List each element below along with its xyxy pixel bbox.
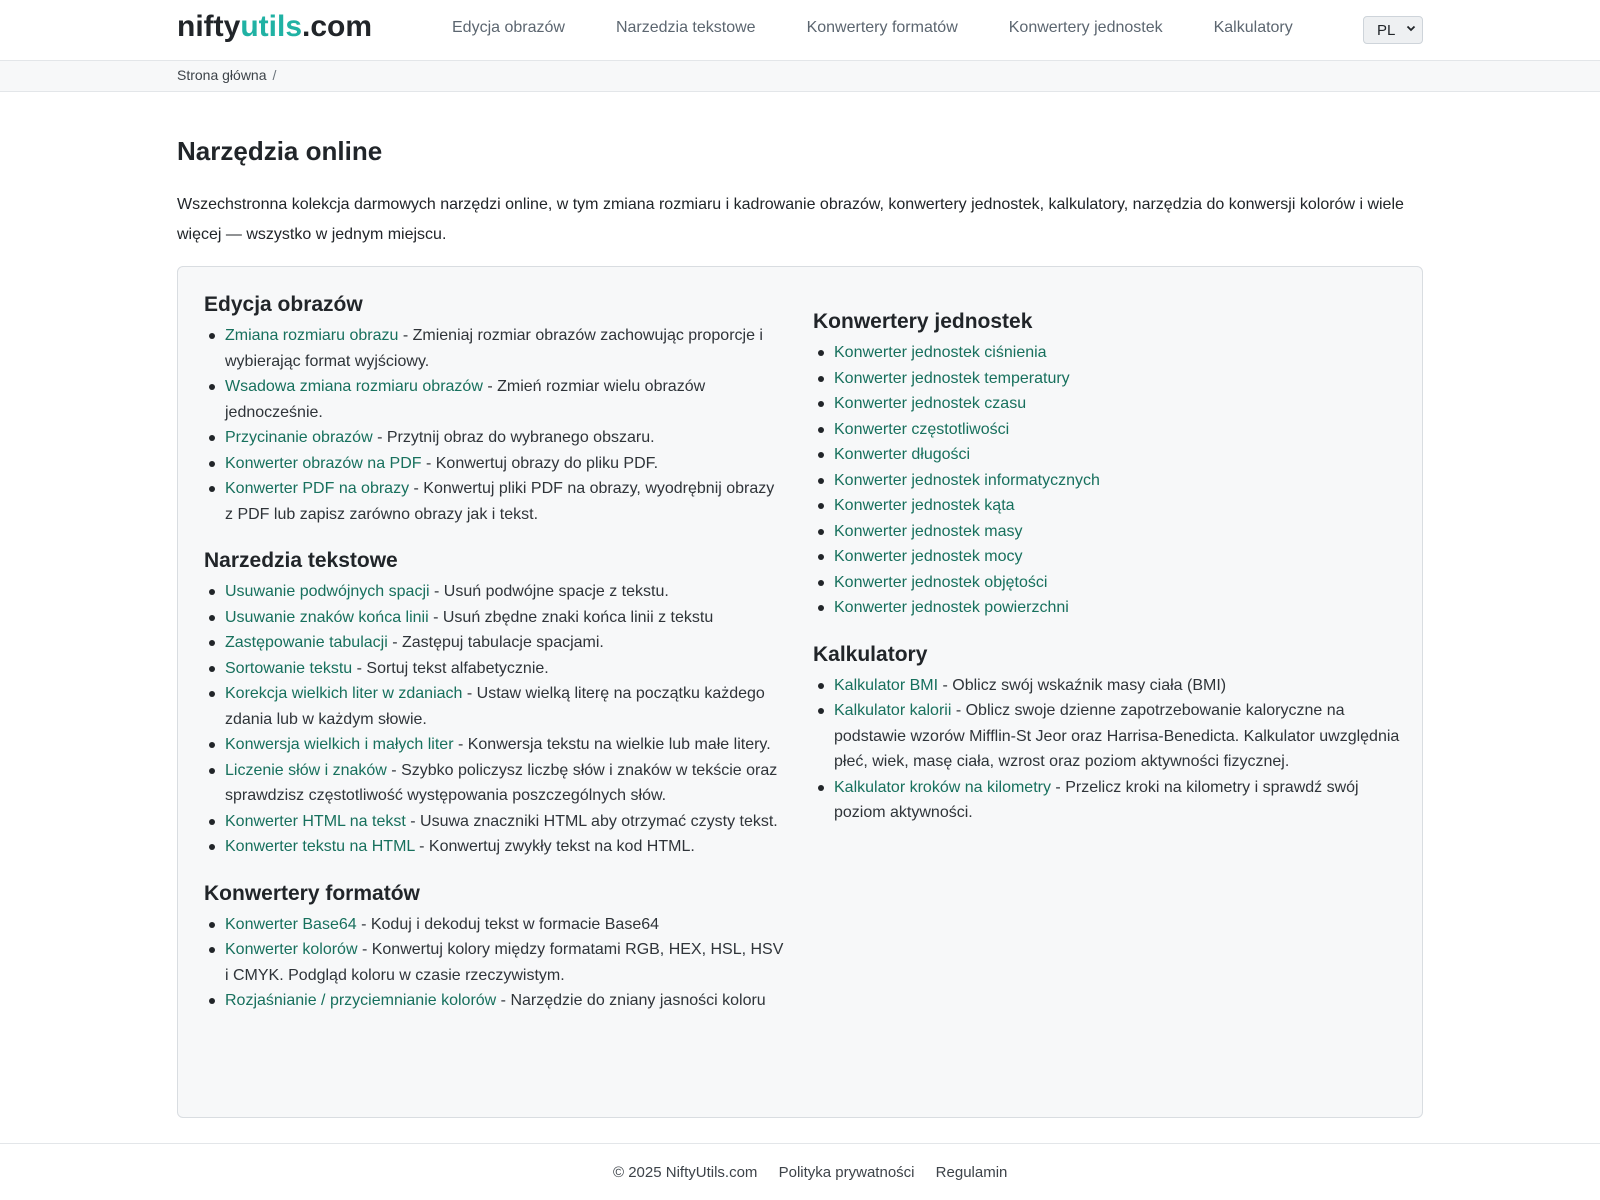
tool-list-item [813,366,1403,392]
tool-description: - Zmień rozmiar wielu obrazów jednocześnie. [225,378,706,421]
section-title-text: Narzedzia tekstowe [204,549,398,572]
tool-link[interactable]: Konwerter jednostek masy [834,522,1023,540]
tool-link[interactable]: Konwerter PDF na obrazy [225,480,410,497]
tool-description: - Koduj i dekoduj tekst w formacie Base64 [356,915,660,933]
tool-link[interactable]: Konwerter jednostek ciśnienia [834,344,1047,361]
tool-link[interactable]: Konwerter jednostek mocy [834,548,1023,565]
tool-description: - Usuń zbędne znaki końca linii z tekstu [428,608,714,626]
footer-links [613,1164,1024,1181]
tool-list-item [204,732,784,758]
tool-list-item [813,417,1403,443]
main-nav [452,19,1344,37]
tool-description: - Usuwa znaczniki HTML aby otrzymać czysty tekst. [405,812,778,830]
tool-link[interactable]: Zmiana rozmiaru obrazu [225,327,399,344]
tool-list-item [813,775,1403,826]
tool-list-image [204,323,784,527]
tool-link[interactable]: Konwerter długości [834,446,971,463]
tool-link[interactable]: Konwersja wielkich i małych liter [225,736,454,753]
tool-list-item [813,595,1403,621]
page-intro: Wszechstronna kolekcja darmowych narzędzi online, w tym zmiana rozmiaru i kadrowanie obrazów, konwertery jednostek, kalkulatory, narzędzia do konwersji kolorów i wiele więcej — wszystko w jednym miejscu. [177,196,1404,243]
nav-calculators[interactable]: Kalkulatory [1213,19,1293,36]
top-navbar [0,0,1600,61]
tool-list-item [204,758,784,809]
tool-link[interactable]: Kalkulator kalorii [834,702,952,719]
tool-list-item [813,519,1403,545]
main-content [177,136,1423,250]
tool-link[interactable]: Kalkulator BMI [834,676,939,694]
tools-card [177,266,1423,1118]
logo-text-nifty: nifty [177,10,241,43]
tool-link[interactable]: Konwerter jednostek kąta [834,497,1015,514]
tool-link[interactable]: Sortowanie tekstu [225,659,353,677]
tool-list-item [813,442,1403,468]
tool-description: - Konwertuj pliki PDF na obrazy, wyodrębnij obrazy z PDF lub zapisz zarówno obrazy jak i tekst. [225,480,775,523]
nav-format-converters[interactable]: Konwertery formatów [806,19,958,36]
tool-link[interactable]: Przycinanie obrazów [225,429,373,446]
section-title-formats: Konwertery formatów [204,881,420,905]
tool-list-item [204,476,784,527]
tool-list-item [204,681,784,732]
tool-list-item [813,468,1403,494]
tool-list-item [813,544,1403,570]
tool-link[interactable]: Konwerter Base64 [225,915,357,933]
tool-list-item [813,391,1403,417]
tool-list-text [204,579,784,860]
nav-image-editing[interactable]: Edycja obrazów [452,19,565,36]
tool-link[interactable]: Rozjaśnianie / przyciemnianie kolorów [225,992,497,1009]
footer-terms-link[interactable]: Regulamin [935,1164,1008,1181]
tool-description: - Konwersja tekstu na wielkie lub małe litery. [453,736,771,753]
tool-link[interactable]: Liczenie słów i znaków [225,761,387,779]
breadcrumb-home[interactable]: Strona główna [177,67,267,83]
tool-list-item [204,425,784,451]
breadcrumb-trail [177,67,276,83]
tool-description: - Ustaw wielką literę na początku każdego zdania lub w każdym słowie. [225,685,765,728]
footer [0,1143,1600,1200]
tool-list-item [204,834,784,860]
tools-column-right [813,310,1403,848]
tool-description: - Oblicz swoje dzienne zapotrzebowanie kaloryczne na podstawie wzorów Mifflin-St Jeor oraz Harrisa-Benedicta. Kalkulator uwzględnia płeć, wiek, masę ciała, wzrost oraz poziom aktywności fizycznej. [834,702,1400,770]
language-select[interactable] [1363,16,1423,44]
tool-list-item [813,698,1403,775]
tool-link[interactable]: Konwerter częstotliwości [834,420,1010,438]
tool-list-item [813,340,1403,366]
nav-unit-converters[interactable]: Konwertery jednostek [1008,19,1163,36]
tool-list-item [204,374,784,425]
site-logo[interactable] [177,10,372,44]
tool-link[interactable]: Konwerter jednostek czasu [834,395,1027,412]
tool-list-calculators [813,673,1403,826]
footer-privacy-link[interactable]: Polityka prywatności [778,1164,915,1181]
tool-link[interactable]: Konwerter tekstu na HTML [225,838,415,855]
tool-link[interactable]: Konwerter jednostek objętości [834,573,1048,591]
tool-link[interactable]: Konwerter jednostek powierzchni [834,599,1069,616]
section-title-image: Edycja obrazów [204,293,363,316]
tool-description: - Narzędzie do zniany jasności koloru [496,992,766,1009]
tool-link[interactable]: Konwerter obrazów na PDF [225,454,422,472]
language-value: PL [1377,21,1396,39]
tool-link[interactable]: Konwerter jednostek temperatury [834,369,1070,387]
tool-description: - Oblicz swój wskaźnik masy ciała (BMI) [938,676,1227,694]
tool-link[interactable]: Usuwanie podwójnych spacji [225,583,430,600]
section-title-units: Konwertery jednostek [813,310,1033,333]
tool-description: - Zastępuj tabulacje spacjami. [387,634,604,651]
tool-list-item [204,579,784,605]
tool-list-item [204,912,784,938]
tool-list-formats [204,912,784,1014]
tool-description: - Zmieniaj rozmiar obrazów zachowując proporcje i wybierając format wyjściowy. [225,327,763,370]
tool-list-item [204,809,784,835]
tools-column-left [204,293,784,1036]
tool-list-item [204,323,784,374]
tool-description: - Przelicz kroki na kilometry i sprawdź swój poziom aktywności. [834,778,1359,821]
tool-link[interactable]: Wsadowa zmiana rozmiaru obrazów [225,378,483,395]
logo-text-com: .com [302,10,373,43]
tool-link[interactable]: Zastępowanie tabulacji [225,634,388,651]
tool-link[interactable]: Korekcja wielkich liter w zdaniach [225,685,463,702]
tool-list-item [204,988,784,1014]
tool-list-item [204,630,784,656]
page-title: Narzędzia online [177,136,383,166]
tool-link[interactable]: Usuwanie znaków końca linii [225,608,429,626]
tool-list-item [204,656,784,682]
nav-text-tools[interactable]: Narzedzia tekstowe [615,19,756,36]
tool-description: - Przytnij obraz do wybranego obszaru. [372,429,655,446]
tool-description: - Usuń podwójne spacje z tekstu. [429,583,669,600]
breadcrumb [0,61,1600,92]
logo-text-utils: utils [240,10,302,43]
tool-description: - Konwertuj obrazy do pliku PDF. [421,454,659,472]
tool-link[interactable]: Konwerter kolorów [225,941,358,958]
tool-description: - Szybko policzysz liczbę słów i znaków w tekście oraz sprawdzisz częstotliwość występowania poszczególnych słów. [225,761,778,804]
footer-copyright: © 2025 NiftyUtils.com [613,1164,758,1181]
tool-list-item [204,937,784,988]
tool-list-item [813,493,1403,519]
tool-list-item [204,451,784,477]
tool-description: - Sortuj tekst alfabetycznie. [352,659,549,677]
tool-list-item [813,673,1403,699]
tool-link[interactable]: Konwerter HTML na tekst [225,812,406,830]
tool-description: - Konwertuj zwykły tekst na kod HTML. [414,838,695,855]
tool-list-item [204,605,784,631]
breadcrumb-separator: / [272,67,277,83]
tool-description: - Konwertuj kolory między formatami RGB, HEX, HSL, HSV i CMYK. Podgląd koloru w czasie rzeczywistym. [225,941,784,984]
section-title-calculators: Kalkulatory [813,642,928,666]
tool-list-item [813,570,1403,596]
tool-link[interactable]: Konwerter jednostek informatycznych [834,471,1100,489]
tool-link[interactable]: Kalkulator kroków na kilometry [834,778,1051,796]
tool-list-units [813,340,1403,621]
chevron-down-icon [1406,23,1416,33]
